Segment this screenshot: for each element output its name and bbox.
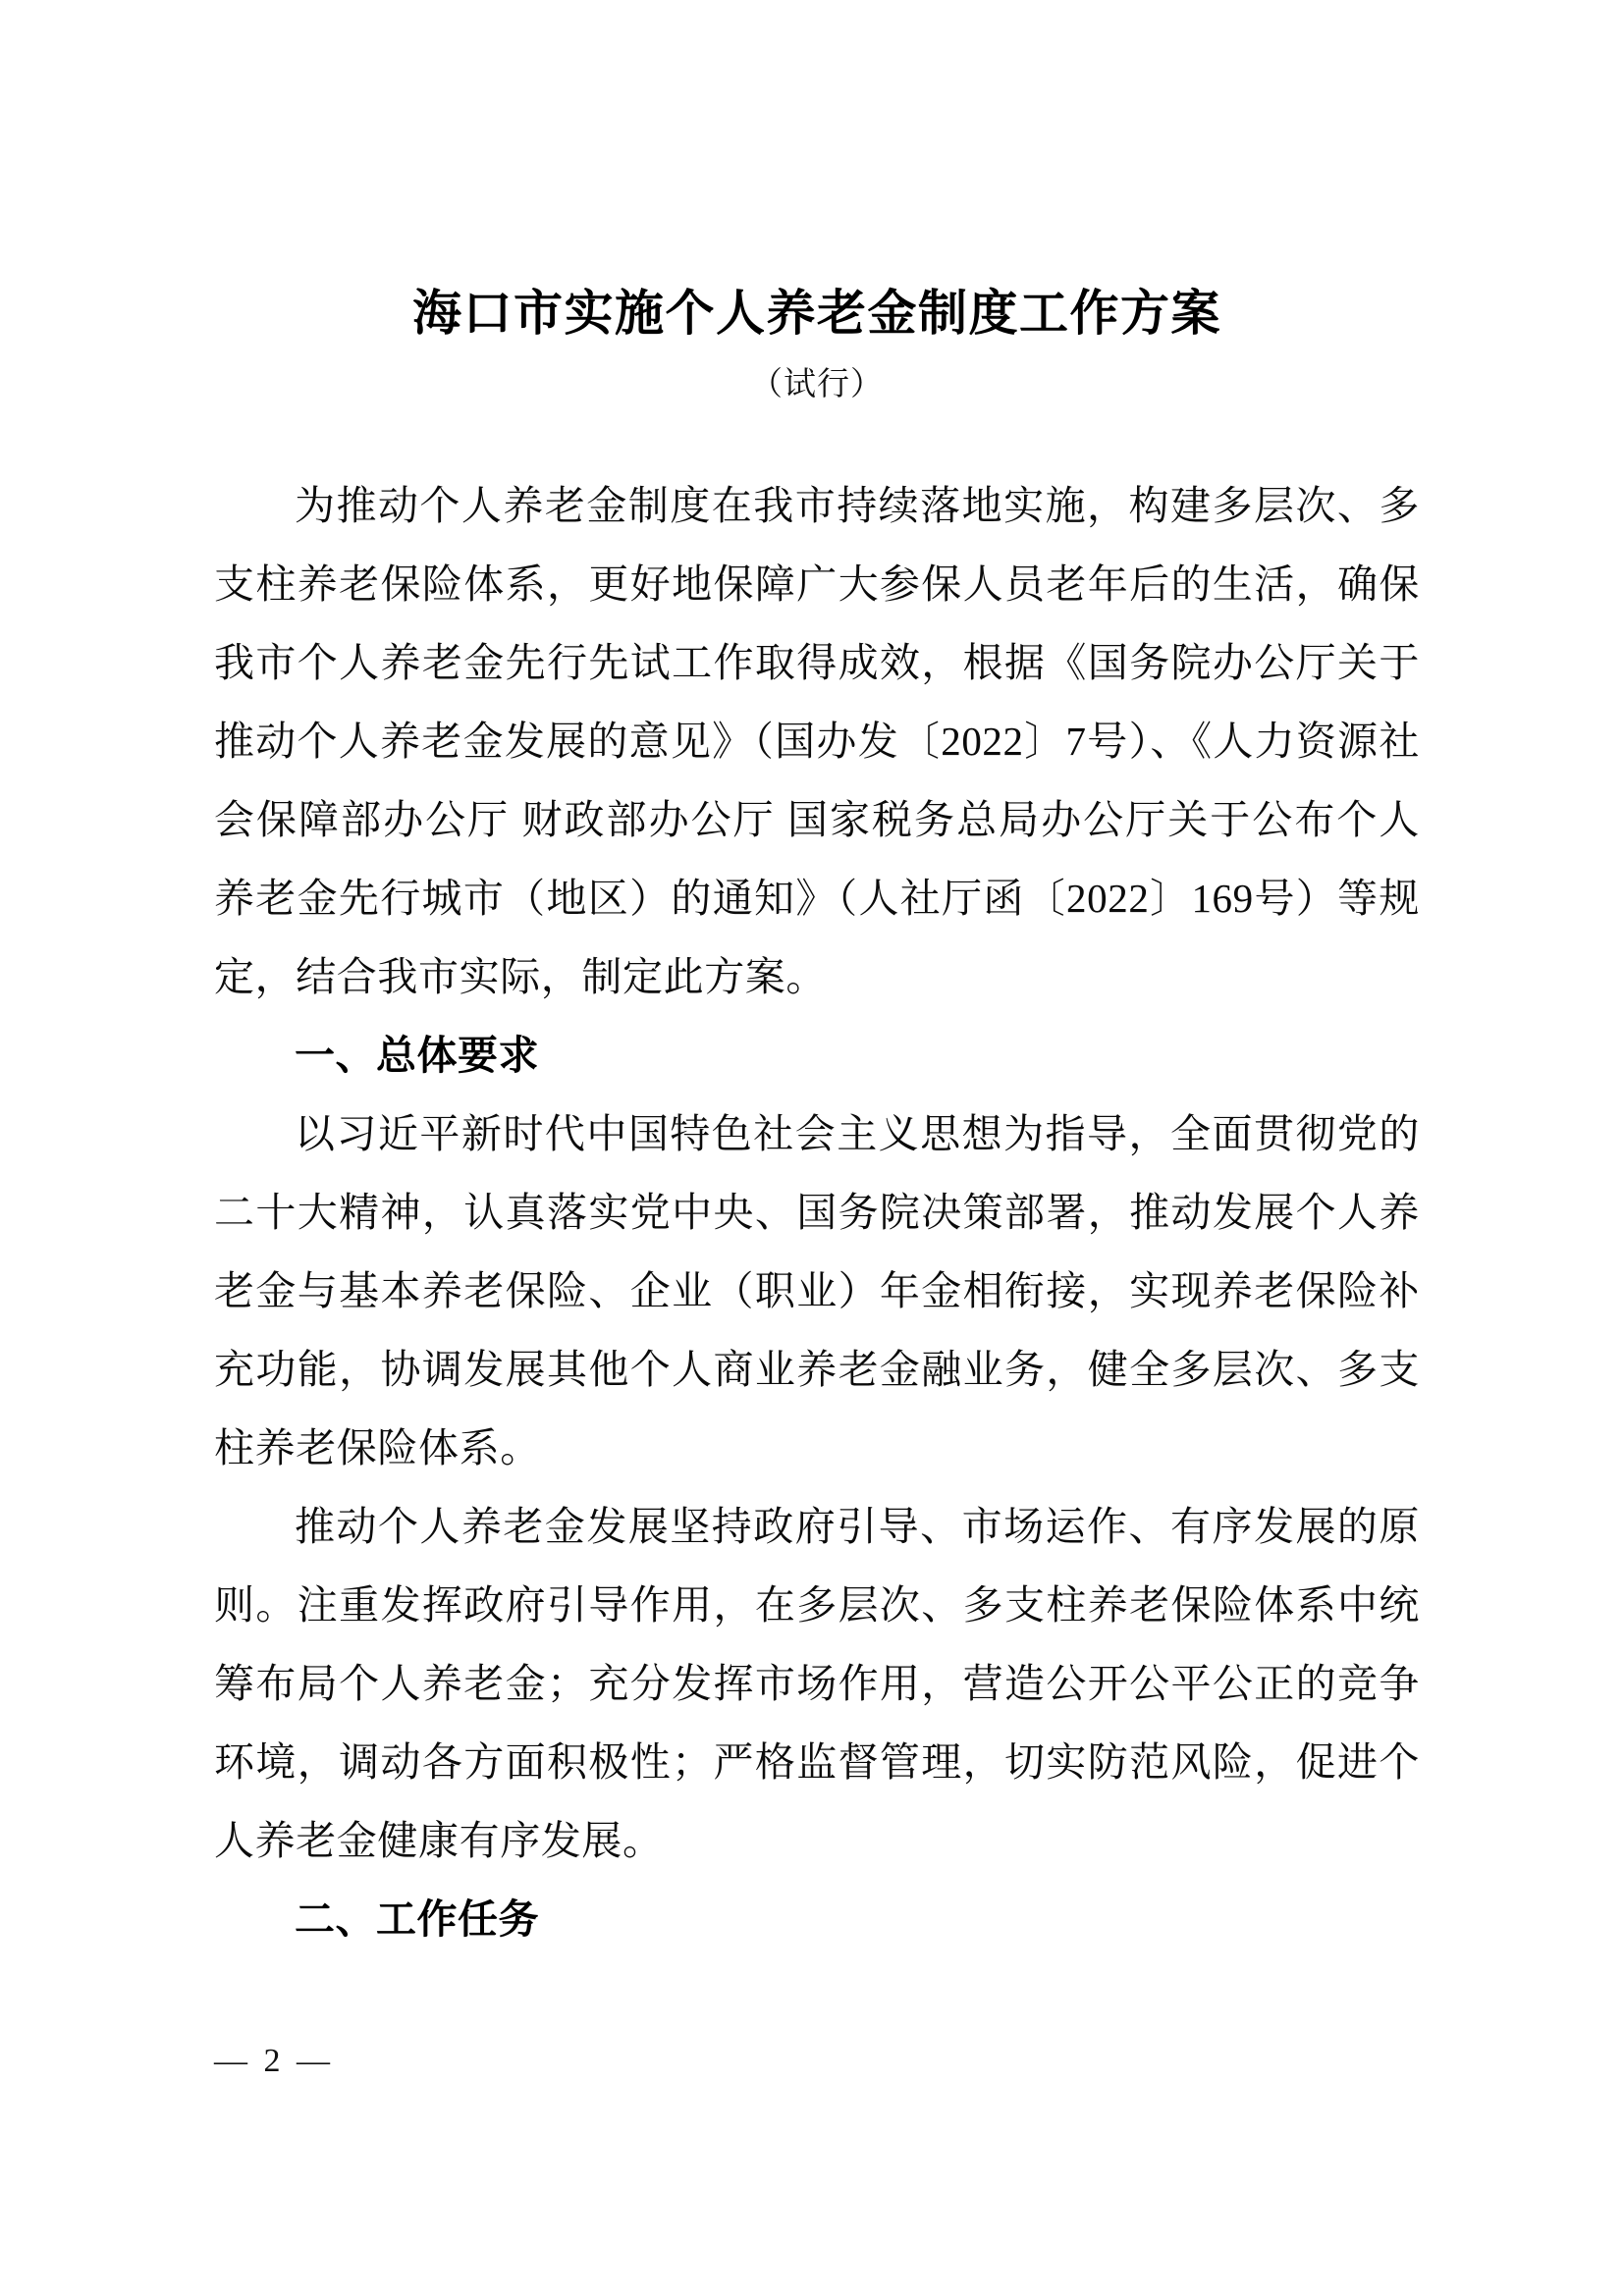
document-body	[214, 466, 1420, 1958]
page-number: — 2 —	[214, 2043, 334, 2079]
document-subtitle: （试行）	[750, 366, 884, 402]
section-heading-overall-requirements: 一、总体要求	[295, 1033, 539, 1079]
document-content	[214, 0, 1420, 1958]
document-title: 海口市实施个人养老金制度工作方案	[412, 286, 1221, 341]
preamble-paragraph: 为推动个人养老金制度在我市持续落地实施，构建多层次、多支柱养老保险体系，更好地保障广大参保人员老年后的生活，确保我市个人养老金先行先试工作取得成效，根据《国务院办公厅关于推动个人养老金发展的意见》（国办发〔2022〕7号）、《人力资源社会保障部办公厅 财政部办公厅 国家税务总局办公厅关于公布个人养老金先行城市（地区）的通知》（人社厅函〔2022〕169号）等规定，结合我市实际，制定此方案。	[214, 483, 1420, 1000]
section-1-paragraph-1: 以习近平新时代中国特色社会主义思想为指导，全面贯彻党的二十大精神，认真落实党中央、国务院决策部署，推动发展个人养老金与基本养老保险、企业（职业）年金相衔接，实现养老保险补充功能，协调发展其他个人商业养老金融业务，健全多层次、多支柱养老保险体系。	[214, 1111, 1420, 1471]
section-heading-work-tasks: 二、工作任务	[295, 1896, 539, 1943]
section-1-paragraph-2: 推动个人养老金发展坚持政府引导、市场运作、有序发展的原则。注重发挥政府引导作用，在多层次、多支柱养老保险体系中统筹布局个人养老金；充分发挥市场作用，营造公开公平公正的竞争环境，调动各方面积极性；严格监督管理，切实防范风险，促进个人养老金健康有序发展。	[214, 1504, 1420, 1864]
